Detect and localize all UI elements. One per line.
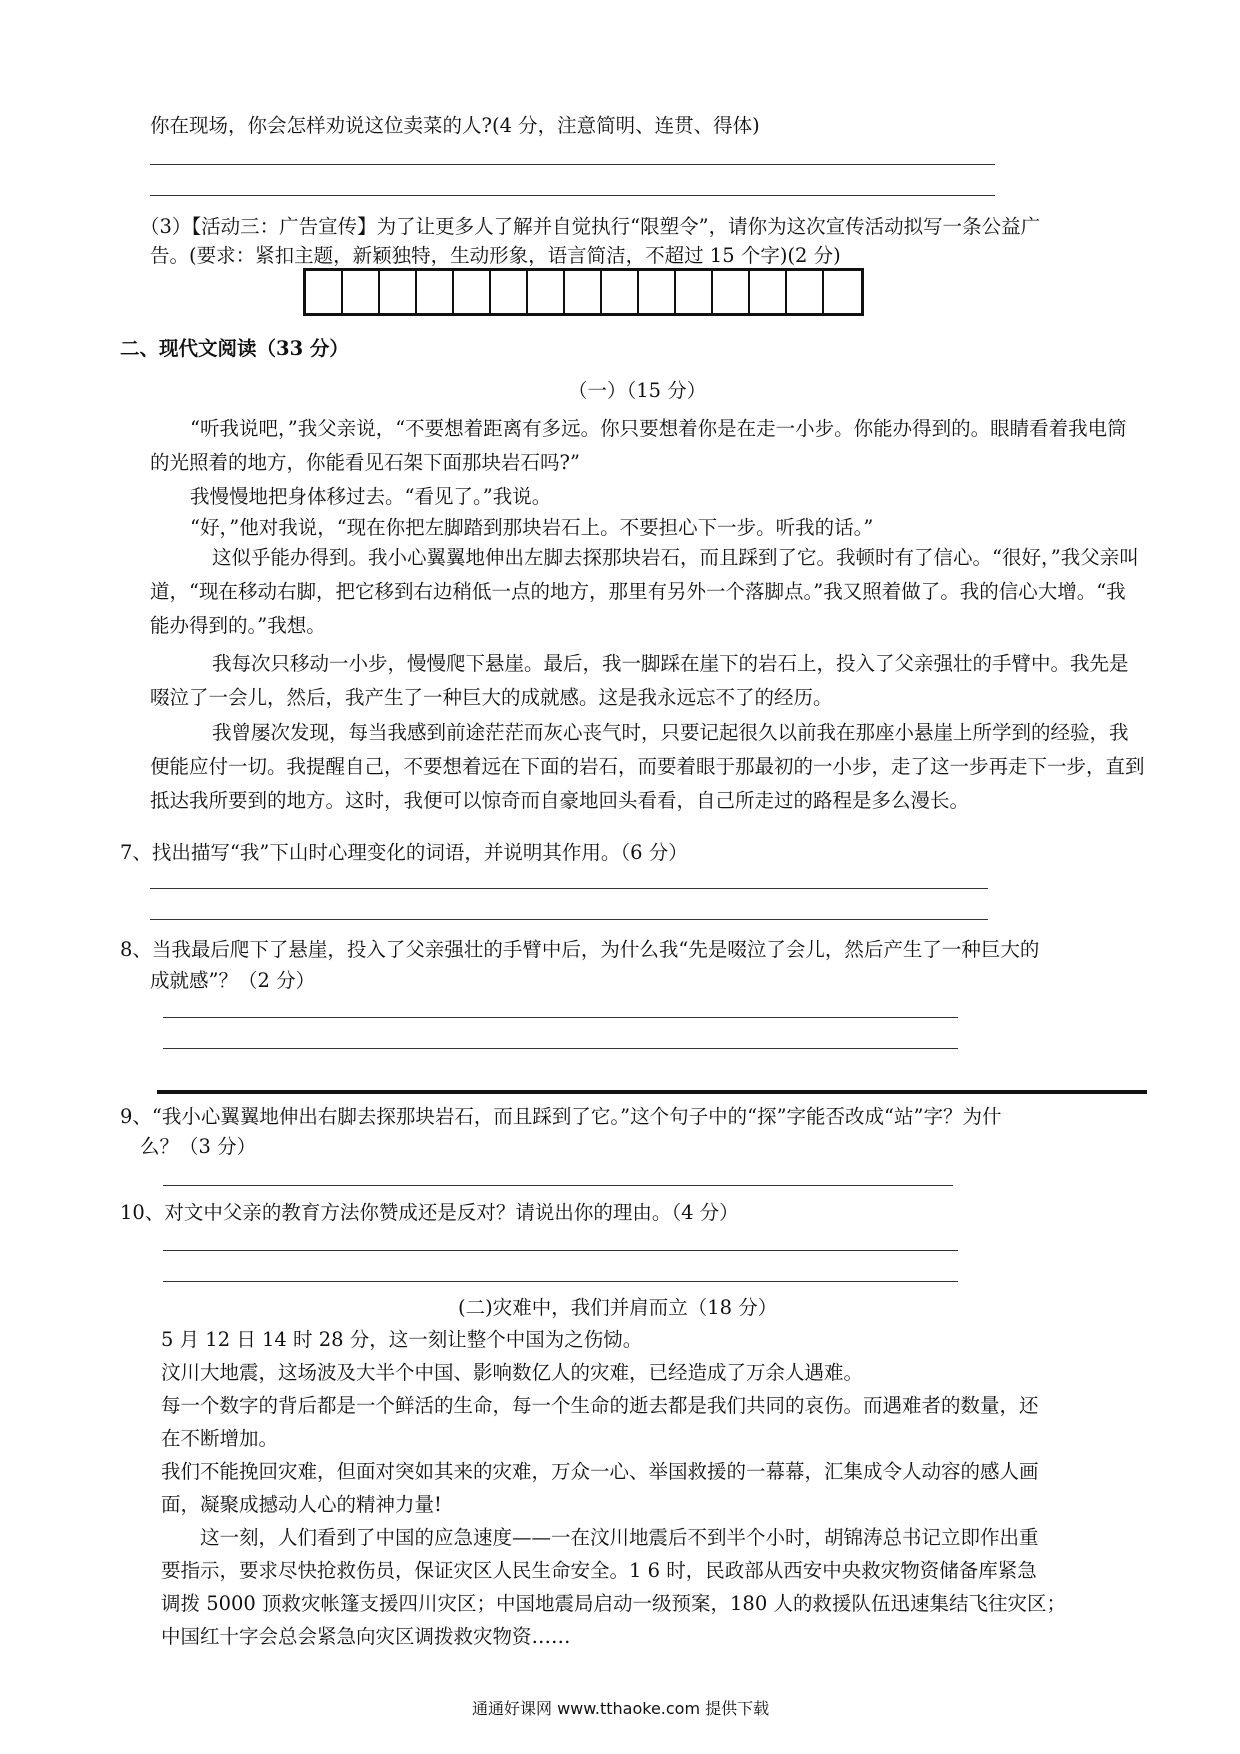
paragraph: “听我说吧，”我父亲说，“不要想着距离有多远。你只要想着你是在走一小步。你能办得到的。眼睛看着我电筒的光照着的地方，你能看见石架下面那块岩石吗?”: [150, 417, 1127, 474]
paragraph: 我慢慢地把身体移过去。“看见了。”我说。: [190, 485, 552, 508]
grid-cell[interactable]: [528, 271, 565, 313]
answer-line[interactable]: [150, 164, 995, 165]
question-9-line2: 么？（3 分）: [140, 1135, 257, 1158]
grid-cell[interactable]: [824, 271, 861, 313]
paragraph: 我每次只移动一小步，慢慢爬下悬崖。最后，我一脚踩在崖下的岩石上，投入了父亲强壮的手臂中。我先是啜泣了一会儿，然后，我产生了一种巨大的成就感。这是我永远忘不了的经历。: [150, 652, 1129, 709]
grid-cell[interactable]: [454, 271, 491, 313]
part2-title: (二)灾难中，我们并肩而立（18 分）: [458, 1296, 778, 1319]
answer-line[interactable]: [163, 1281, 958, 1282]
grid-cell[interactable]: [343, 271, 380, 313]
grid-cell[interactable]: [639, 271, 676, 313]
activity3-line1: （3）【活动三：广告宣传】为了让更多人了解并自觉执行“限塑令”，请你为这次宣传活动拟写一条公益广: [140, 215, 1041, 238]
section-title: 二、现代文阅读（33 分）: [120, 337, 349, 360]
answer-line[interactable]: [163, 1185, 953, 1186]
divider: [157, 1090, 1147, 1094]
grid-cell[interactable]: [565, 271, 602, 313]
answer-grid[interactable]: [303, 268, 864, 316]
text-line: 调拨 5000 顶救灾帐篷支援四川灾区；中国地震局启动一级预案，180 人的救援队伍迅速集结飞往灾区；: [161, 1592, 1066, 1615]
grid-cell[interactable]: [713, 271, 750, 313]
answer-line[interactable]: [163, 1017, 958, 1018]
grid-cell[interactable]: [602, 271, 639, 313]
question-9-line1: 9、“我小心翼翼地伸出右脚去探那块岩石，而且踩到了它。”这个句子中的“探”字能否改成“站”字？为什: [120, 1105, 1002, 1128]
answer-line[interactable]: [150, 195, 995, 196]
text-line: 这一刻，人们看到了中国的应急速度——一在汶川地震后不到半个小时，胡锦涛总书记立即作出重: [161, 1526, 1039, 1549]
grid-cell[interactable]: [787, 271, 824, 313]
paragraph: 我曾屡次发现，每当我感到前途茫茫而灰心丧气时，只要记起很久以前我在那座小悬崖上所学到的经验，我便能应付一切。我提醒自己，不要想着远在下面的岩石，而要着眼于那最初的一小步，走了这一步再走下一步，直到抵达我所要到的地方。这时，我便可以惊奇而自豪地回头看看，自己所走过的路程是多么漫长。: [150, 721, 1145, 812]
grid-cell[interactable]: [306, 271, 343, 313]
question-10: 10、对文中父亲的教育方法你赞成还是反对？请说出你的理由。（4 分）: [120, 1201, 739, 1224]
text-line: 5 月 12 日 14 时 28 分，这一刻让整个中国为之伤恸。: [161, 1328, 643, 1351]
question-7: 7、找出描写“我”下山时心理变化的词语，并说明其作用。（6 分）: [120, 841, 688, 864]
paragraph: 这似乎能办得到。我小心翼翼地伸出左脚去探那块岩石，而且踩到了它。我顿时有了信心。“很好，”我父亲叫道，“现在移动右脚，把它移到右边稍低一点的地方，那里有另外一个落脚点。”我又照着做了。我的信心大增。“我能办得到的。”我想。: [150, 546, 1139, 637]
paragraph: “好，”他对我说，“现在你把左脚踏到那块岩石上。不要担心下一步。听我的话。”: [190, 516, 874, 539]
top-question: 你在现场，你会怎样劝说这位卖菜的人?(4 分，注意简明、连贯、得体): [150, 114, 760, 137]
question-8-line1: 8、当我最后爬下了悬崖，投入了父亲强壮的手臂中后，为什么我“先是啜泣了会儿，然后产生了一种巨大的: [120, 938, 1040, 961]
answer-line[interactable]: [150, 919, 988, 920]
text-line: 每一个数字的背后都是一个鲜活的生命，每一个生命的逝去都是我们共同的哀伤。而遇难者的数量，还: [161, 1394, 1039, 1417]
answer-line[interactable]: [163, 1048, 958, 1049]
grid-cell[interactable]: [676, 271, 713, 313]
text-line: 汶川大地震，这场波及大半个中国、影响数亿人的灾难，已经造成了万余人遇难。: [161, 1361, 864, 1384]
footer: 通通好课网 www.tthaoke.com 提供下载: [472, 1699, 770, 1718]
text-line: 中国红十字会总会紧急向灾区调拨救灾物资……: [161, 1625, 571, 1648]
grid-cell[interactable]: [750, 271, 787, 313]
answer-line[interactable]: [150, 888, 988, 889]
grid-cell[interactable]: [380, 271, 417, 313]
text-line: 面，凝聚成撼动人心的精神力量!: [161, 1493, 442, 1516]
text-line: 在不断增加。: [161, 1427, 279, 1450]
activity3-line2: 告。(要求：紧扣主题，新颖独特，生动形象，语言简洁，不超过 15 个字)(2 分): [150, 244, 841, 267]
question-8-line2: 成就感”？（2 分）: [150, 969, 316, 992]
answer-line[interactable]: [163, 1250, 958, 1251]
text-line: 要指示，要求尽快抢救伤员，保证灾区人民生命安全。1 6 时，民政部从西安中央救灾物资储备库紧急: [161, 1559, 1037, 1582]
part1-title: （一）（15 分）: [568, 379, 707, 402]
grid-cell[interactable]: [417, 271, 454, 313]
grid-cell[interactable]: [491, 271, 528, 313]
text-line: 我们不能挽回灾难，但面对突如其来的灾难，万众一心、举国救援的一幕幕，汇集成令人动容的感人画: [161, 1460, 1039, 1483]
